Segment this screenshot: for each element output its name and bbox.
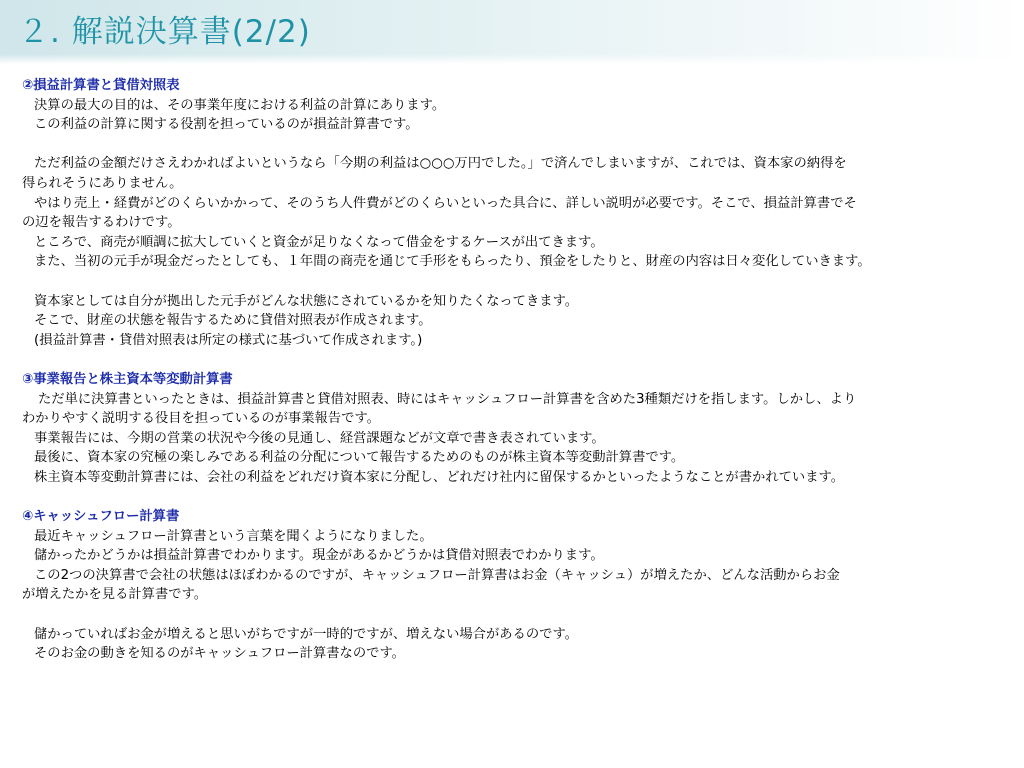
paragraph: 儲かっていればお金が増えると思いがちですが一時的ですが、増えない場合があるのです。 [34,626,578,642]
paragraph: 最後に、資本家の究極の楽しみである利益の分配について報告するためのものが株主資本等変動計算書です。 [34,450,685,466]
paragraph: ところで、商売が順調に拡大していくと資金が足りなくなって借金をするケースが出てきます。 [34,234,604,250]
paragraph-continuation: が増えたかを見る計算書です。 [22,587,208,603]
paragraph-continuation: の辺を報告するわけです。 [22,215,181,231]
paragraph: また、当初の元手が現金だったとしても、１年間の商売を通じて手形をもらったり、預金をしたりと、財産の内容は日々変化していきます。 [34,254,871,270]
paragraph: そのお金の動きを知るのがキャッシュフロー計算書なのです。 [34,646,405,662]
paragraph-continuation: わかりやすく説明する役目を担っているのが事業報告です。 [22,411,380,427]
paragraph: 事業報告には、今期の営業の状況や今後の見通し、経営課題などが文章で書き表されています。 [34,430,605,446]
spacer [22,272,1012,292]
slide-body [22,76,1012,664]
paragraph: ただ単に決算書といったときは、損益計算書と貸借対照表、時にはキャッシュフロー計算書を含めた3種類だけを指します。しかし、より [38,391,857,407]
section-heading-income-statement: ②損益計算書と貸借対照表 [22,78,180,93]
paragraph: ただ利益の金額だけさえわかればよいというなら「今期の利益は○○○万円でした。」で済んでしまいますが、これでは、資本家の納得を [34,156,847,172]
paragraph: この2つの決算書で会社の状態はほぼわかるのですが、キャッシュフロー計算書はお金（キャッシュ）が増えたか、どんな活動からお金 [34,567,840,583]
spacer [22,605,1012,625]
paragraph: (損益計算書・貸借対照表は所定の様式に基づいて作成されます。) [34,332,423,348]
paragraph-continuation: 得られそうにありません。 [22,175,183,191]
section-heading-business-report: ③事業報告と株主資本等変動計算書 [22,371,233,387]
page-title: ２. 解説決算書(2/2) [18,14,311,50]
paragraph: そこで、財産の状態を報告するために貸借対照表が作成されます。 [34,313,432,329]
section-heading-cash-flow: ④キャッシュフロー計算書 [22,509,180,525]
paragraph: 株主資本等変動計算書には、会社の利益をどれだけ資本家に分配し、どれだけ社内に留保するかといったようなことが書かれています。 [34,469,845,485]
paragraph: 決算の最大の目的は、その事業年度における利益の計算にあります。 [34,97,446,113]
spacer [22,135,1012,155]
paragraph: 最近キャッシュフロー計算書という言葉を聞くようになりました。 [34,528,433,544]
paragraph: この利益の計算に関する役割を担っているのが損益計算書です。 [34,117,419,133]
paragraph: やはり売上・経費がどのくらいかかって、そのうち人件費がどのくらいといった具合に、詳しい説明が必要です。そこで、損益計算書でそ [34,195,857,211]
paragraph: 儲かったかどうかは損益計算書でわかります。現金があるかどうかは貸借対照表でわかります。 [34,548,604,564]
spacer [22,350,1012,370]
title-bar-fade [0,54,1024,64]
spacer [22,487,1012,507]
paragraph: 資本家としては自分が拠出した元手がどんな状態にされているかを知りたくなってきます。 [34,293,579,309]
